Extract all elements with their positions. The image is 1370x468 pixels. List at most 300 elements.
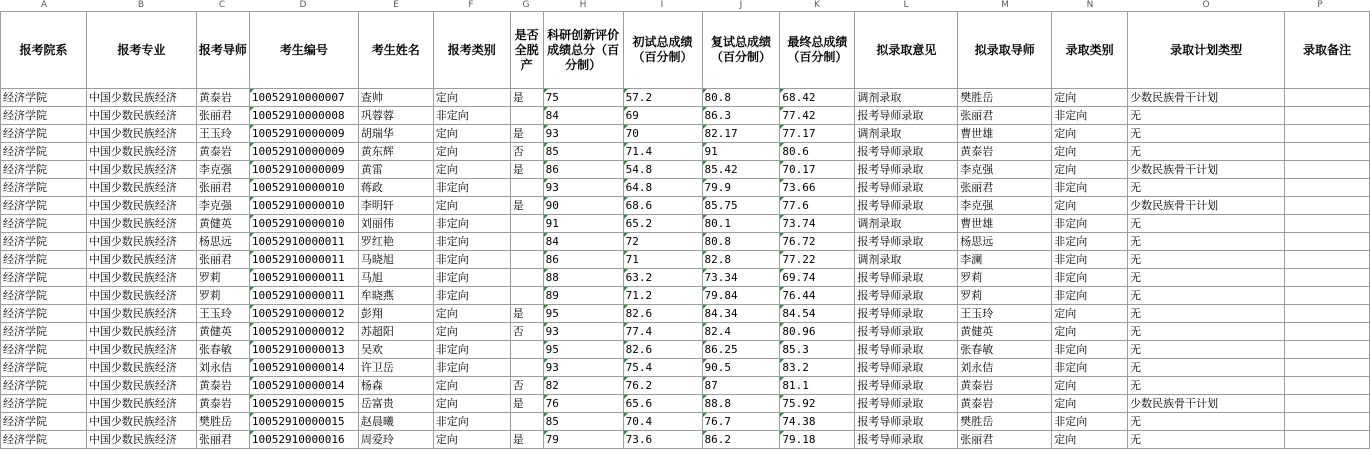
table-cell[interactable]: 82.6 (623, 341, 702, 359)
table-cell[interactable]: 中国少数民族经济 (86, 359, 196, 377)
column-letter-h[interactable]: H (579, 0, 587, 10)
header-cell-i[interactable]: 初试总成绩（百分制） (623, 12, 702, 89)
table-cell[interactable]: 无 (1128, 323, 1285, 341)
table-cell[interactable]: 调剂录取 (855, 215, 958, 233)
table-cell[interactable]: 报考导师录取 (855, 377, 958, 395)
table-cell[interactable] (510, 107, 543, 125)
table-cell[interactable]: 黄东辉 (358, 143, 433, 161)
table-cell[interactable]: 是 (510, 125, 543, 143)
table-cell[interactable]: 75 (543, 89, 623, 107)
table-cell[interactable]: 68.42 (780, 89, 855, 107)
table-cell[interactable]: 84.34 (702, 305, 780, 323)
table-cell[interactable] (1285, 413, 1370, 431)
table-cell[interactable]: 77.6 (780, 197, 855, 215)
table-cell[interactable] (1285, 305, 1370, 323)
table-cell[interactable] (510, 251, 543, 269)
table-cell[interactable]: 10052910000015 (249, 413, 358, 431)
table-cell[interactable]: 93 (543, 125, 623, 143)
table-cell[interactable]: 非定向 (433, 269, 510, 287)
table-cell[interactable]: 10052910000014 (249, 377, 358, 395)
table-cell[interactable]: 无 (1128, 431, 1285, 449)
table-cell[interactable]: 无 (1128, 125, 1285, 143)
table-cell[interactable]: 非定向 (1052, 287, 1128, 305)
table-cell[interactable]: 黄泰岩 (958, 395, 1052, 413)
table-cell[interactable]: 79.9 (702, 179, 780, 197)
table-cell[interactable] (1285, 323, 1370, 341)
table-cell[interactable]: 岳富贵 (358, 395, 433, 413)
table-cell[interactable]: 定向 (433, 143, 510, 161)
header-cell-e[interactable]: 考生姓名 (358, 12, 433, 89)
table-cell[interactable]: 定向 (1052, 323, 1128, 341)
table-cell[interactable]: 黄泰岩 (196, 395, 249, 413)
table-cell[interactable]: 非定向 (1052, 341, 1128, 359)
table-cell[interactable]: 中国少数民族经济 (86, 323, 196, 341)
table-cell[interactable]: 中国少数民族经济 (86, 125, 196, 143)
table-cell[interactable]: 黄泰岩 (958, 143, 1052, 161)
column-letter-c[interactable]: C (218, 0, 226, 10)
table-cell[interactable]: 87 (702, 377, 780, 395)
table-cell[interactable]: 非定向 (1052, 179, 1128, 197)
table-cell[interactable]: 无 (1128, 305, 1285, 323)
header-cell-c[interactable]: 报考导师 (196, 12, 249, 89)
table-cell[interactable]: 90 (543, 197, 623, 215)
table-cell[interactable]: 李明轩 (358, 197, 433, 215)
table-cell[interactable]: 黄雷 (358, 161, 433, 179)
table-cell[interactable]: 中国少数民族经济 (86, 251, 196, 269)
table-cell[interactable]: 86.3 (702, 107, 780, 125)
table-cell[interactable]: 李克强 (196, 161, 249, 179)
table-cell[interactable] (1285, 107, 1370, 125)
table-cell[interactable]: 65.6 (623, 395, 702, 413)
table-cell[interactable]: 是 (510, 305, 543, 323)
table-cell[interactable]: 80.8 (702, 89, 780, 107)
table-cell[interactable]: 曹世雄 (958, 215, 1052, 233)
table-cell[interactable]: 81.1 (780, 377, 855, 395)
table-cell[interactable]: 84 (543, 107, 623, 125)
table-cell[interactable]: 中国少数民族经济 (86, 197, 196, 215)
table-cell[interactable]: 91 (543, 215, 623, 233)
table-cell[interactable]: 82 (543, 377, 623, 395)
table-cell[interactable]: 经济学院 (1, 125, 87, 143)
table-cell[interactable]: 非定向 (433, 359, 510, 377)
header-cell-j[interactable]: 复试总成绩（百分制） (702, 12, 780, 89)
table-cell[interactable]: 报考导师录取 (855, 197, 958, 215)
table-cell[interactable]: 经济学院 (1, 269, 87, 287)
table-cell[interactable]: 罗红艳 (358, 233, 433, 251)
table-cell[interactable]: 91 (702, 143, 780, 161)
table-cell[interactable]: 刘永佶 (958, 359, 1052, 377)
table-cell[interactable]: 中国少数民族经济 (86, 269, 196, 287)
table-cell[interactable]: 10052910000012 (249, 323, 358, 341)
table-cell[interactable]: 无 (1128, 251, 1285, 269)
table-cell[interactable]: 定向 (1052, 197, 1128, 215)
table-cell[interactable]: 无 (1128, 413, 1285, 431)
table-cell[interactable]: 84 (543, 233, 623, 251)
table-cell[interactable]: 非定向 (1052, 269, 1128, 287)
table-cell[interactable]: 是 (510, 431, 543, 449)
table-cell[interactable]: 张春敏 (196, 341, 249, 359)
table-cell[interactable]: 张丽君 (958, 107, 1052, 125)
table-cell[interactable]: 胡瑞华 (358, 125, 433, 143)
table-cell[interactable]: 调剂录取 (855, 89, 958, 107)
column-letter-k[interactable]: K (814, 0, 820, 10)
table-cell[interactable]: 82.4 (702, 323, 780, 341)
table-cell[interactable]: 89 (543, 287, 623, 305)
table-cell[interactable]: 报考导师录取 (855, 161, 958, 179)
table-cell[interactable]: 70.17 (780, 161, 855, 179)
table-cell[interactable]: 82.6 (623, 305, 702, 323)
table-cell[interactable]: 中国少数民族经济 (86, 341, 196, 359)
table-cell[interactable]: 非定向 (433, 287, 510, 305)
table-cell[interactable] (510, 215, 543, 233)
table-cell[interactable]: 非定向 (1052, 359, 1128, 377)
table-cell[interactable]: 无 (1128, 233, 1285, 251)
table-cell[interactable]: 非定向 (433, 107, 510, 125)
table-cell[interactable]: 王玉玲 (958, 305, 1052, 323)
table-cell[interactable]: 95 (543, 341, 623, 359)
table-cell[interactable]: 杨思远 (196, 233, 249, 251)
table-cell[interactable]: 否 (510, 143, 543, 161)
table-cell[interactable] (1285, 395, 1370, 413)
table-cell[interactable]: 张丽君 (196, 251, 249, 269)
table-cell[interactable]: 少数民族骨干计划 (1128, 395, 1285, 413)
table-cell[interactable]: 无 (1128, 341, 1285, 359)
table-cell[interactable] (1285, 359, 1370, 377)
table-cell[interactable]: 罗莉 (196, 269, 249, 287)
table-cell[interactable]: 中国少数民族经济 (86, 161, 196, 179)
table-cell[interactable]: 10052910000016 (249, 431, 358, 449)
table-cell[interactable] (1285, 233, 1370, 251)
table-cell[interactable]: 定向 (433, 305, 510, 323)
table-cell[interactable]: 80.1 (702, 215, 780, 233)
table-cell[interactable]: 88.8 (702, 395, 780, 413)
table-cell[interactable]: 71.4 (623, 143, 702, 161)
table-cell[interactable]: 报考导师录取 (855, 323, 958, 341)
table-cell[interactable]: 68.6 (623, 197, 702, 215)
table-cell[interactable] (510, 341, 543, 359)
table-cell[interactable]: 黄泰岩 (196, 143, 249, 161)
table-cell[interactable]: 中国少数民族经济 (86, 287, 196, 305)
table-cell[interactable]: 李克强 (196, 197, 249, 215)
table-cell[interactable]: 79.84 (702, 287, 780, 305)
table-cell[interactable]: 93 (543, 179, 623, 197)
table-cell[interactable] (1285, 269, 1370, 287)
table-cell[interactable]: 中国少数民族经济 (86, 143, 196, 161)
table-cell[interactable]: 樊胜岳 (958, 413, 1052, 431)
table-cell[interactable] (1285, 377, 1370, 395)
table-cell[interactable] (510, 413, 543, 431)
table-cell[interactable]: 84.54 (780, 305, 855, 323)
table-cell[interactable]: 中国少数民族经济 (86, 431, 196, 449)
table-cell[interactable]: 杨思远 (958, 233, 1052, 251)
table-cell[interactable]: 王玉玲 (196, 125, 249, 143)
table-cell[interactable]: 罗莉 (958, 287, 1052, 305)
table-cell[interactable]: 88 (543, 269, 623, 287)
table-cell[interactable]: 巩蓉蓉 (358, 107, 433, 125)
table-cell[interactable]: 否 (510, 377, 543, 395)
header-cell-a[interactable]: 报考院系 (1, 12, 87, 89)
table-cell[interactable]: 罗莉 (196, 287, 249, 305)
table-cell[interactable]: 定向 (1052, 395, 1128, 413)
table-cell[interactable]: 10052910000010 (249, 179, 358, 197)
table-cell[interactable]: 黄健英 (196, 323, 249, 341)
table-cell[interactable]: 黄泰岩 (196, 89, 249, 107)
table-cell[interactable]: 经济学院 (1, 161, 87, 179)
table-cell[interactable]: 黄泰岩 (958, 377, 1052, 395)
table-cell[interactable]: 10052910000011 (249, 251, 358, 269)
table-cell[interactable] (510, 233, 543, 251)
table-cell[interactable]: 刘永佶 (196, 359, 249, 377)
table-cell[interactable]: 经济学院 (1, 413, 87, 431)
table-cell[interactable]: 中国少数民族经济 (86, 305, 196, 323)
table-cell[interactable]: 74.38 (780, 413, 855, 431)
table-cell[interactable]: 经济学院 (1, 431, 87, 449)
table-cell[interactable]: 93 (543, 323, 623, 341)
table-cell[interactable]: 非定向 (433, 341, 510, 359)
table-cell[interactable]: 82.17 (702, 125, 780, 143)
table-cell[interactable]: 中国少数民族经济 (86, 413, 196, 431)
table-cell[interactable]: 定向 (433, 377, 510, 395)
table-cell[interactable]: 中国少数民族经济 (86, 233, 196, 251)
table-cell[interactable]: 马旭 (358, 269, 433, 287)
table-cell[interactable]: 77.22 (780, 251, 855, 269)
table-cell[interactable]: 定向 (433, 323, 510, 341)
table-cell[interactable] (1285, 143, 1370, 161)
table-cell[interactable]: 王玉玲 (196, 305, 249, 323)
table-cell[interactable]: 报考导师录取 (855, 413, 958, 431)
table-cell[interactable]: 中国少数民族经济 (86, 215, 196, 233)
table-cell[interactable]: 64.8 (623, 179, 702, 197)
table-cell[interactable]: 无 (1128, 215, 1285, 233)
table-cell[interactable] (1285, 251, 1370, 269)
table-cell[interactable]: 经济学院 (1, 89, 87, 107)
table-cell[interactable]: 无 (1128, 107, 1285, 125)
column-letter-p[interactable]: P (1317, 0, 1323, 10)
table-cell[interactable]: 黄泰岩 (196, 377, 249, 395)
table-cell[interactable]: 非定向 (433, 233, 510, 251)
column-letter-a[interactable]: A (40, 0, 48, 10)
table-cell[interactable]: 调剂录取 (855, 125, 958, 143)
table-cell[interactable]: 76.7 (702, 413, 780, 431)
table-cell[interactable]: 83.2 (780, 359, 855, 377)
table-cell[interactable]: 无 (1128, 377, 1285, 395)
table-cell[interactable] (510, 179, 543, 197)
table-cell[interactable]: 73.74 (780, 215, 855, 233)
table-cell[interactable]: 69 (623, 107, 702, 125)
table-cell[interactable] (1285, 89, 1370, 107)
table-cell[interactable]: 张丽君 (196, 431, 249, 449)
table-cell[interactable]: 非定向 (1052, 413, 1128, 431)
table-cell[interactable]: 定向 (433, 431, 510, 449)
table-cell[interactable]: 无 (1128, 269, 1285, 287)
table-cell[interactable]: 10052910000010 (249, 215, 358, 233)
table-cell[interactable]: 76 (543, 395, 623, 413)
table-cell[interactable]: 樊胜岳 (196, 413, 249, 431)
table-cell[interactable]: 经济学院 (1, 359, 87, 377)
table-cell[interactable]: 85 (543, 143, 623, 161)
table-cell[interactable]: 75.92 (780, 395, 855, 413)
table-cell[interactable]: 经济学院 (1, 107, 87, 125)
table-cell[interactable]: 罗莉 (958, 269, 1052, 287)
table-cell[interactable]: 定向 (1052, 431, 1128, 449)
table-cell[interactable]: 蒋政 (358, 179, 433, 197)
table-cell[interactable]: 刘丽伟 (358, 215, 433, 233)
table-cell[interactable]: 查帅 (358, 89, 433, 107)
table-cell[interactable]: 73.66 (780, 179, 855, 197)
table-cell[interactable] (510, 269, 543, 287)
table-cell[interactable] (1285, 125, 1370, 143)
column-letter-d[interactable]: D (299, 0, 307, 10)
table-cell[interactable] (1285, 341, 1370, 359)
header-cell-o[interactable]: 录取计划类型 (1128, 12, 1285, 89)
table-cell[interactable]: 非定向 (1052, 233, 1128, 251)
table-cell[interactable]: 76.72 (780, 233, 855, 251)
table-cell[interactable] (1285, 179, 1370, 197)
table-cell[interactable]: 经济学院 (1, 395, 87, 413)
table-cell[interactable]: 樊胜岳 (958, 89, 1052, 107)
table-cell[interactable]: 71 (623, 251, 702, 269)
table-cell[interactable]: 报考导师录取 (855, 341, 958, 359)
table-cell[interactable]: 非定向 (433, 413, 510, 431)
table-cell[interactable]: 张春敏 (958, 341, 1052, 359)
table-cell[interactable]: 报考导师录取 (855, 107, 958, 125)
table-cell[interactable]: 72 (623, 233, 702, 251)
column-letter-i[interactable]: I (660, 0, 664, 10)
table-cell[interactable]: 10052910000009 (249, 143, 358, 161)
table-cell[interactable]: 69.74 (780, 269, 855, 287)
table-cell[interactable]: 李克强 (958, 161, 1052, 179)
table-cell[interactable]: 黄健英 (958, 323, 1052, 341)
table-cell[interactable]: 中国少数民族经济 (86, 107, 196, 125)
table-cell[interactable]: 10052910000015 (249, 395, 358, 413)
table-cell[interactable]: 77.17 (780, 125, 855, 143)
table-cell[interactable]: 报考导师录取 (855, 233, 958, 251)
column-letter-o[interactable]: O (1202, 0, 1210, 10)
column-letter-g[interactable]: G (522, 0, 530, 10)
table-cell[interactable]: 马晓旭 (358, 251, 433, 269)
table-cell[interactable]: 57.2 (623, 89, 702, 107)
column-letter-f[interactable]: F (468, 0, 474, 10)
table-cell[interactable] (510, 359, 543, 377)
table-cell[interactable]: 71.2 (623, 287, 702, 305)
table-cell[interactable]: 86.2 (702, 431, 780, 449)
table-cell[interactable]: 曹世雄 (958, 125, 1052, 143)
table-cell[interactable]: 否 (510, 323, 543, 341)
table-cell[interactable]: 非定向 (1052, 251, 1128, 269)
table-cell[interactable]: 76.44 (780, 287, 855, 305)
table-cell[interactable]: 经济学院 (1, 179, 87, 197)
table-cell[interactable]: 79 (543, 431, 623, 449)
column-letter-n[interactable]: N (1086, 0, 1094, 10)
table-cell[interactable]: 76.2 (623, 377, 702, 395)
column-letter-l[interactable]: L (903, 0, 909, 10)
table-cell[interactable]: 10052910000009 (249, 161, 358, 179)
table-cell[interactable]: 李澜 (958, 251, 1052, 269)
table-cell[interactable]: 非定向 (433, 215, 510, 233)
table-cell[interactable]: 85 (543, 413, 623, 431)
header-cell-f[interactable]: 报考类别 (433, 12, 510, 89)
header-cell-m[interactable]: 拟录取导师 (958, 12, 1052, 89)
table-cell[interactable]: 54.8 (623, 161, 702, 179)
table-cell[interactable]: 经济学院 (1, 233, 87, 251)
table-cell[interactable]: 赵晨曦 (358, 413, 433, 431)
table-cell[interactable]: 63.2 (623, 269, 702, 287)
table-cell[interactable]: 报考导师录取 (855, 305, 958, 323)
table-cell[interactable]: 是 (510, 395, 543, 413)
table-cell[interactable]: 调剂录取 (855, 251, 958, 269)
table-cell[interactable]: 报考导师录取 (855, 179, 958, 197)
table-cell[interactable]: 10052910000010 (249, 197, 358, 215)
table-cell[interactable]: 经济学院 (1, 215, 87, 233)
table-cell[interactable]: 80.8 (702, 233, 780, 251)
table-cell[interactable]: 10052910000009 (249, 125, 358, 143)
table-cell[interactable]: 73.34 (702, 269, 780, 287)
column-letter-j[interactable]: J (739, 0, 743, 10)
table-cell[interactable]: 77.42 (780, 107, 855, 125)
table-cell[interactable]: 牟晓燕 (358, 287, 433, 305)
table-cell[interactable]: 杨森 (358, 377, 433, 395)
table-cell[interactable]: 70.4 (623, 413, 702, 431)
table-cell[interactable]: 经济学院 (1, 251, 87, 269)
table-cell[interactable]: 无 (1128, 287, 1285, 305)
table-cell[interactable]: 非定向 (433, 251, 510, 269)
table-cell[interactable]: 85.3 (780, 341, 855, 359)
table-cell[interactable]: 苏超阳 (358, 323, 433, 341)
table-cell[interactable]: 非定向 (1052, 215, 1128, 233)
column-letter-e[interactable]: E (393, 0, 399, 10)
table-cell[interactable]: 93 (543, 359, 623, 377)
header-cell-d[interactable]: 考生编号 (249, 12, 358, 89)
table-cell[interactable]: 张丽君 (958, 431, 1052, 449)
table-cell[interactable] (1285, 161, 1370, 179)
table-cell[interactable]: 无 (1128, 179, 1285, 197)
table-cell[interactable]: 86 (543, 251, 623, 269)
table-cell[interactable]: 非定向 (433, 179, 510, 197)
table-cell[interactable]: 经济学院 (1, 287, 87, 305)
table-cell[interactable]: 85.42 (702, 161, 780, 179)
header-cell-n[interactable]: 录取类别 (1052, 12, 1128, 89)
table-cell[interactable]: 报考导师录取 (855, 431, 958, 449)
table-cell[interactable]: 10052910000011 (249, 269, 358, 287)
table-cell[interactable]: 经济学院 (1, 305, 87, 323)
table-cell[interactable]: 经济学院 (1, 341, 87, 359)
table-cell[interactable]: 李克强 (958, 197, 1052, 215)
table-cell[interactable]: 80.6 (780, 143, 855, 161)
header-cell-l[interactable]: 拟录取意见 (855, 12, 958, 89)
table-cell[interactable]: 定向 (433, 197, 510, 215)
table-cell[interactable]: 70 (623, 125, 702, 143)
table-cell[interactable]: 中国少数民族经济 (86, 377, 196, 395)
table-cell[interactable]: 定向 (433, 395, 510, 413)
table-cell[interactable]: 吴欢 (358, 341, 433, 359)
header-cell-g[interactable]: 是否全脱产 (510, 12, 543, 89)
column-letter-m[interactable]: M (1001, 0, 1009, 10)
table-cell[interactable]: 经济学院 (1, 197, 87, 215)
table-cell[interactable]: 是 (510, 197, 543, 215)
table-cell[interactable] (1285, 431, 1370, 449)
table-cell[interactable] (1285, 197, 1370, 215)
table-cell[interactable]: 少数民族骨干计划 (1128, 161, 1285, 179)
header-cell-p[interactable]: 录取备注 (1285, 12, 1370, 89)
table-cell[interactable]: 报考导师录取 (855, 287, 958, 305)
table-cell[interactable]: 77.4 (623, 323, 702, 341)
header-cell-h[interactable]: 科研创新评价成绩总分（百分制） (543, 12, 623, 89)
table-cell[interactable]: 定向 (1052, 89, 1128, 107)
table-cell[interactable]: 86 (543, 161, 623, 179)
table-cell[interactable]: 是 (510, 89, 543, 107)
table-cell[interactable]: 95 (543, 305, 623, 323)
table-cell[interactable]: 定向 (433, 125, 510, 143)
